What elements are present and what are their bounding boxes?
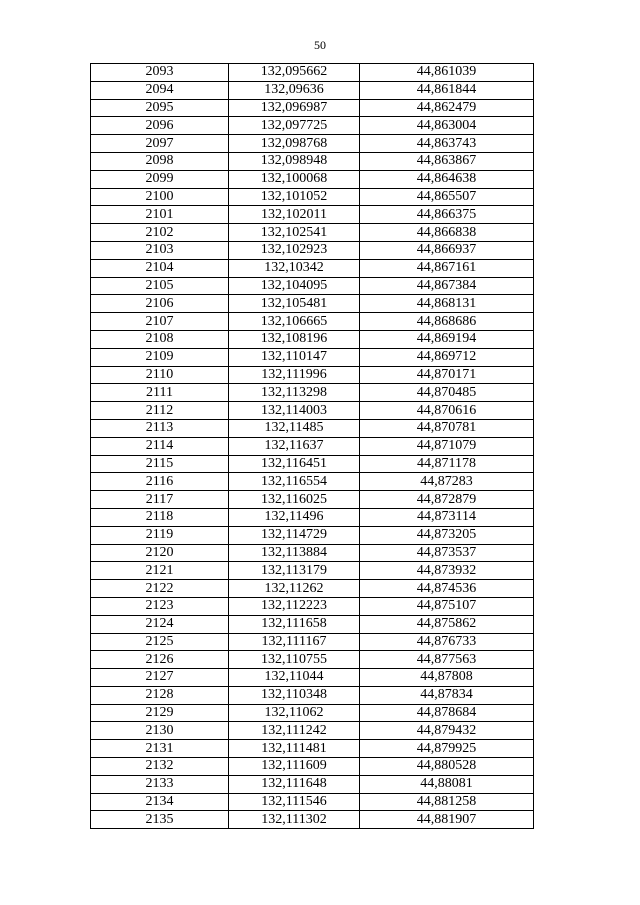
point-number-cell: 2100 [91, 188, 229, 206]
coordinate-y-cell: 44,861844 [360, 81, 534, 99]
coordinate-x-cell: 132,11637 [229, 437, 360, 455]
point-number-cell: 2102 [91, 224, 229, 242]
coordinate-y-cell: 44,88081 [360, 775, 534, 793]
coordinate-y-cell: 44,869194 [360, 330, 534, 348]
point-number-cell: 2116 [91, 473, 229, 491]
point-number-cell: 2128 [91, 686, 229, 704]
table-row [91, 206, 534, 224]
point-number-cell: 2119 [91, 526, 229, 544]
coordinates-table [90, 63, 534, 829]
point-number-cell: 2106 [91, 295, 229, 313]
point-number-cell: 2096 [91, 117, 229, 135]
coordinate-y-cell: 44,873537 [360, 544, 534, 562]
coordinate-x-cell: 132,111302 [229, 811, 360, 829]
table-row [91, 740, 534, 758]
table-row [91, 366, 534, 384]
point-number-cell: 2118 [91, 508, 229, 526]
coordinate-x-cell: 132,098768 [229, 135, 360, 153]
coordinate-x-cell: 132,105481 [229, 295, 360, 313]
coordinate-y-cell: 44,876733 [360, 633, 534, 651]
coordinate-x-cell: 132,095662 [229, 64, 360, 82]
point-number-cell: 2104 [91, 259, 229, 277]
table-row [91, 170, 534, 188]
coordinate-x-cell: 132,110755 [229, 651, 360, 669]
table-row [91, 669, 534, 687]
coordinate-x-cell: 132,100068 [229, 170, 360, 188]
coordinate-y-cell: 44,870485 [360, 384, 534, 402]
point-number-cell: 2127 [91, 669, 229, 687]
point-number-cell: 2114 [91, 437, 229, 455]
table-row [91, 793, 534, 811]
coordinate-x-cell: 132,11044 [229, 669, 360, 687]
point-number-cell: 2134 [91, 793, 229, 811]
coordinate-y-cell: 44,875107 [360, 597, 534, 615]
coordinate-x-cell: 132,113884 [229, 544, 360, 562]
coordinate-y-cell: 44,866838 [360, 224, 534, 242]
coordinate-x-cell: 132,116025 [229, 491, 360, 509]
table-row [91, 775, 534, 793]
table-row [91, 241, 534, 259]
coordinate-y-cell: 44,865507 [360, 188, 534, 206]
coordinate-y-cell: 44,881258 [360, 793, 534, 811]
table-row [91, 758, 534, 776]
coordinate-x-cell: 132,11262 [229, 580, 360, 598]
point-number-cell: 2093 [91, 64, 229, 82]
table-row [91, 437, 534, 455]
coordinate-x-cell: 132,108196 [229, 330, 360, 348]
point-number-cell: 2121 [91, 562, 229, 580]
coordinate-x-cell: 132,111609 [229, 758, 360, 776]
table-row [91, 704, 534, 722]
coordinate-y-cell: 44,870171 [360, 366, 534, 384]
coordinates-table-body [91, 64, 534, 829]
point-number-cell: 2101 [91, 206, 229, 224]
table-row [91, 330, 534, 348]
table-row [91, 295, 534, 313]
point-number-cell: 2133 [91, 775, 229, 793]
coordinate-x-cell: 132,111546 [229, 793, 360, 811]
table-row [91, 64, 534, 82]
coordinate-y-cell: 44,873114 [360, 508, 534, 526]
table-row [91, 313, 534, 331]
coordinate-y-cell: 44,881907 [360, 811, 534, 829]
table-row [91, 633, 534, 651]
point-number-cell: 2094 [91, 81, 229, 99]
point-number-cell: 2112 [91, 402, 229, 420]
table-row [91, 544, 534, 562]
coordinate-x-cell: 132,10342 [229, 259, 360, 277]
table-row [91, 402, 534, 420]
table-row [91, 597, 534, 615]
point-number-cell: 2109 [91, 348, 229, 366]
point-number-cell: 2126 [91, 651, 229, 669]
point-number-cell: 2110 [91, 366, 229, 384]
coordinate-x-cell: 132,111996 [229, 366, 360, 384]
coordinate-x-cell: 132,111242 [229, 722, 360, 740]
coordinate-x-cell: 132,111481 [229, 740, 360, 758]
coordinate-x-cell: 132,106665 [229, 313, 360, 331]
coordinate-y-cell: 44,874536 [360, 580, 534, 598]
point-number-cell: 2095 [91, 99, 229, 117]
coordinate-y-cell: 44,868686 [360, 313, 534, 331]
coordinate-x-cell: 132,102011 [229, 206, 360, 224]
coordinate-y-cell: 44,87283 [360, 473, 534, 491]
coordinate-x-cell: 132,102923 [229, 241, 360, 259]
coordinate-x-cell: 132,097725 [229, 117, 360, 135]
coordinate-x-cell: 132,116554 [229, 473, 360, 491]
coordinate-y-cell: 44,875862 [360, 615, 534, 633]
point-number-cell: 2103 [91, 241, 229, 259]
point-number-cell: 2122 [91, 580, 229, 598]
point-number-cell: 2135 [91, 811, 229, 829]
point-number-cell: 2131 [91, 740, 229, 758]
point-number-cell: 2117 [91, 491, 229, 509]
table-row [91, 152, 534, 170]
coordinate-y-cell: 44,869712 [360, 348, 534, 366]
point-number-cell: 2130 [91, 722, 229, 740]
coordinate-x-cell: 132,098948 [229, 152, 360, 170]
coordinate-x-cell: 132,104095 [229, 277, 360, 295]
coordinate-x-cell: 132,111648 [229, 775, 360, 793]
coordinate-x-cell: 132,11496 [229, 508, 360, 526]
point-number-cell: 2105 [91, 277, 229, 295]
coordinate-y-cell: 44,880528 [360, 758, 534, 776]
point-number-cell: 2124 [91, 615, 229, 633]
table-row [91, 615, 534, 633]
coordinate-y-cell: 44,863867 [360, 152, 534, 170]
coordinate-y-cell: 44,863004 [360, 117, 534, 135]
coordinate-y-cell: 44,866375 [360, 206, 534, 224]
table-row [91, 491, 534, 509]
coordinate-y-cell: 44,867161 [360, 259, 534, 277]
point-number-cell: 2098 [91, 152, 229, 170]
coordinate-x-cell: 132,11062 [229, 704, 360, 722]
coordinate-x-cell: 132,096987 [229, 99, 360, 117]
table-row [91, 117, 534, 135]
coordinate-x-cell: 132,102541 [229, 224, 360, 242]
coordinate-y-cell: 44,879925 [360, 740, 534, 758]
coordinate-x-cell: 132,101052 [229, 188, 360, 206]
coordinate-y-cell: 44,867384 [360, 277, 534, 295]
table-row [91, 811, 534, 829]
table-row [91, 473, 534, 491]
point-number-cell: 2123 [91, 597, 229, 615]
coordinate-y-cell: 44,871079 [360, 437, 534, 455]
coordinate-x-cell: 132,113179 [229, 562, 360, 580]
point-number-cell: 2108 [91, 330, 229, 348]
table-row [91, 99, 534, 117]
coordinate-x-cell: 132,110147 [229, 348, 360, 366]
coordinate-y-cell: 44,870616 [360, 402, 534, 420]
coordinate-y-cell: 44,87834 [360, 686, 534, 704]
table-row [91, 259, 534, 277]
coordinate-y-cell: 44,861039 [360, 64, 534, 82]
table-row [91, 384, 534, 402]
coordinate-y-cell: 44,87808 [360, 669, 534, 687]
point-number-cell: 2129 [91, 704, 229, 722]
point-number-cell: 2115 [91, 455, 229, 473]
table-row [91, 135, 534, 153]
coordinate-y-cell: 44,863743 [360, 135, 534, 153]
page-number: 50 [314, 38, 326, 52]
point-number-cell: 2097 [91, 135, 229, 153]
table-row [91, 651, 534, 669]
coordinate-x-cell: 132,111658 [229, 615, 360, 633]
point-number-cell: 2125 [91, 633, 229, 651]
table-row [91, 348, 534, 366]
coordinate-y-cell: 44,878684 [360, 704, 534, 722]
point-number-cell: 2132 [91, 758, 229, 776]
table-row [91, 580, 534, 598]
coordinate-y-cell: 44,864638 [360, 170, 534, 188]
table-row [91, 224, 534, 242]
table-row [91, 526, 534, 544]
coordinate-y-cell: 44,871178 [360, 455, 534, 473]
coordinate-x-cell: 132,11485 [229, 419, 360, 437]
point-number-cell: 2113 [91, 419, 229, 437]
point-number-cell: 2111 [91, 384, 229, 402]
table-row [91, 277, 534, 295]
table-row [91, 81, 534, 99]
coordinate-x-cell: 132,114003 [229, 402, 360, 420]
point-number-cell: 2099 [91, 170, 229, 188]
coordinate-x-cell: 132,116451 [229, 455, 360, 473]
point-number-cell: 2120 [91, 544, 229, 562]
coordinate-y-cell: 44,879432 [360, 722, 534, 740]
coordinate-x-cell: 132,09636 [229, 81, 360, 99]
point-number-cell: 2107 [91, 313, 229, 331]
coordinate-x-cell: 132,114729 [229, 526, 360, 544]
coordinate-x-cell: 132,111167 [229, 633, 360, 651]
coordinate-y-cell: 44,873932 [360, 562, 534, 580]
table-row [91, 722, 534, 740]
coordinate-y-cell: 44,872879 [360, 491, 534, 509]
coordinate-x-cell: 132,110348 [229, 686, 360, 704]
coordinate-y-cell: 44,873205 [360, 526, 534, 544]
coordinate-y-cell: 44,870781 [360, 419, 534, 437]
table-row [91, 686, 534, 704]
table-row [91, 508, 534, 526]
table-row [91, 419, 534, 437]
coordinate-y-cell: 44,868131 [360, 295, 534, 313]
table-row [91, 562, 534, 580]
coordinate-y-cell: 44,866937 [360, 241, 534, 259]
table-row [91, 188, 534, 206]
coordinate-y-cell: 44,862479 [360, 99, 534, 117]
table-row [91, 455, 534, 473]
coordinate-x-cell: 132,113298 [229, 384, 360, 402]
coordinate-x-cell: 132,112223 [229, 597, 360, 615]
coordinate-y-cell: 44,877563 [360, 651, 534, 669]
